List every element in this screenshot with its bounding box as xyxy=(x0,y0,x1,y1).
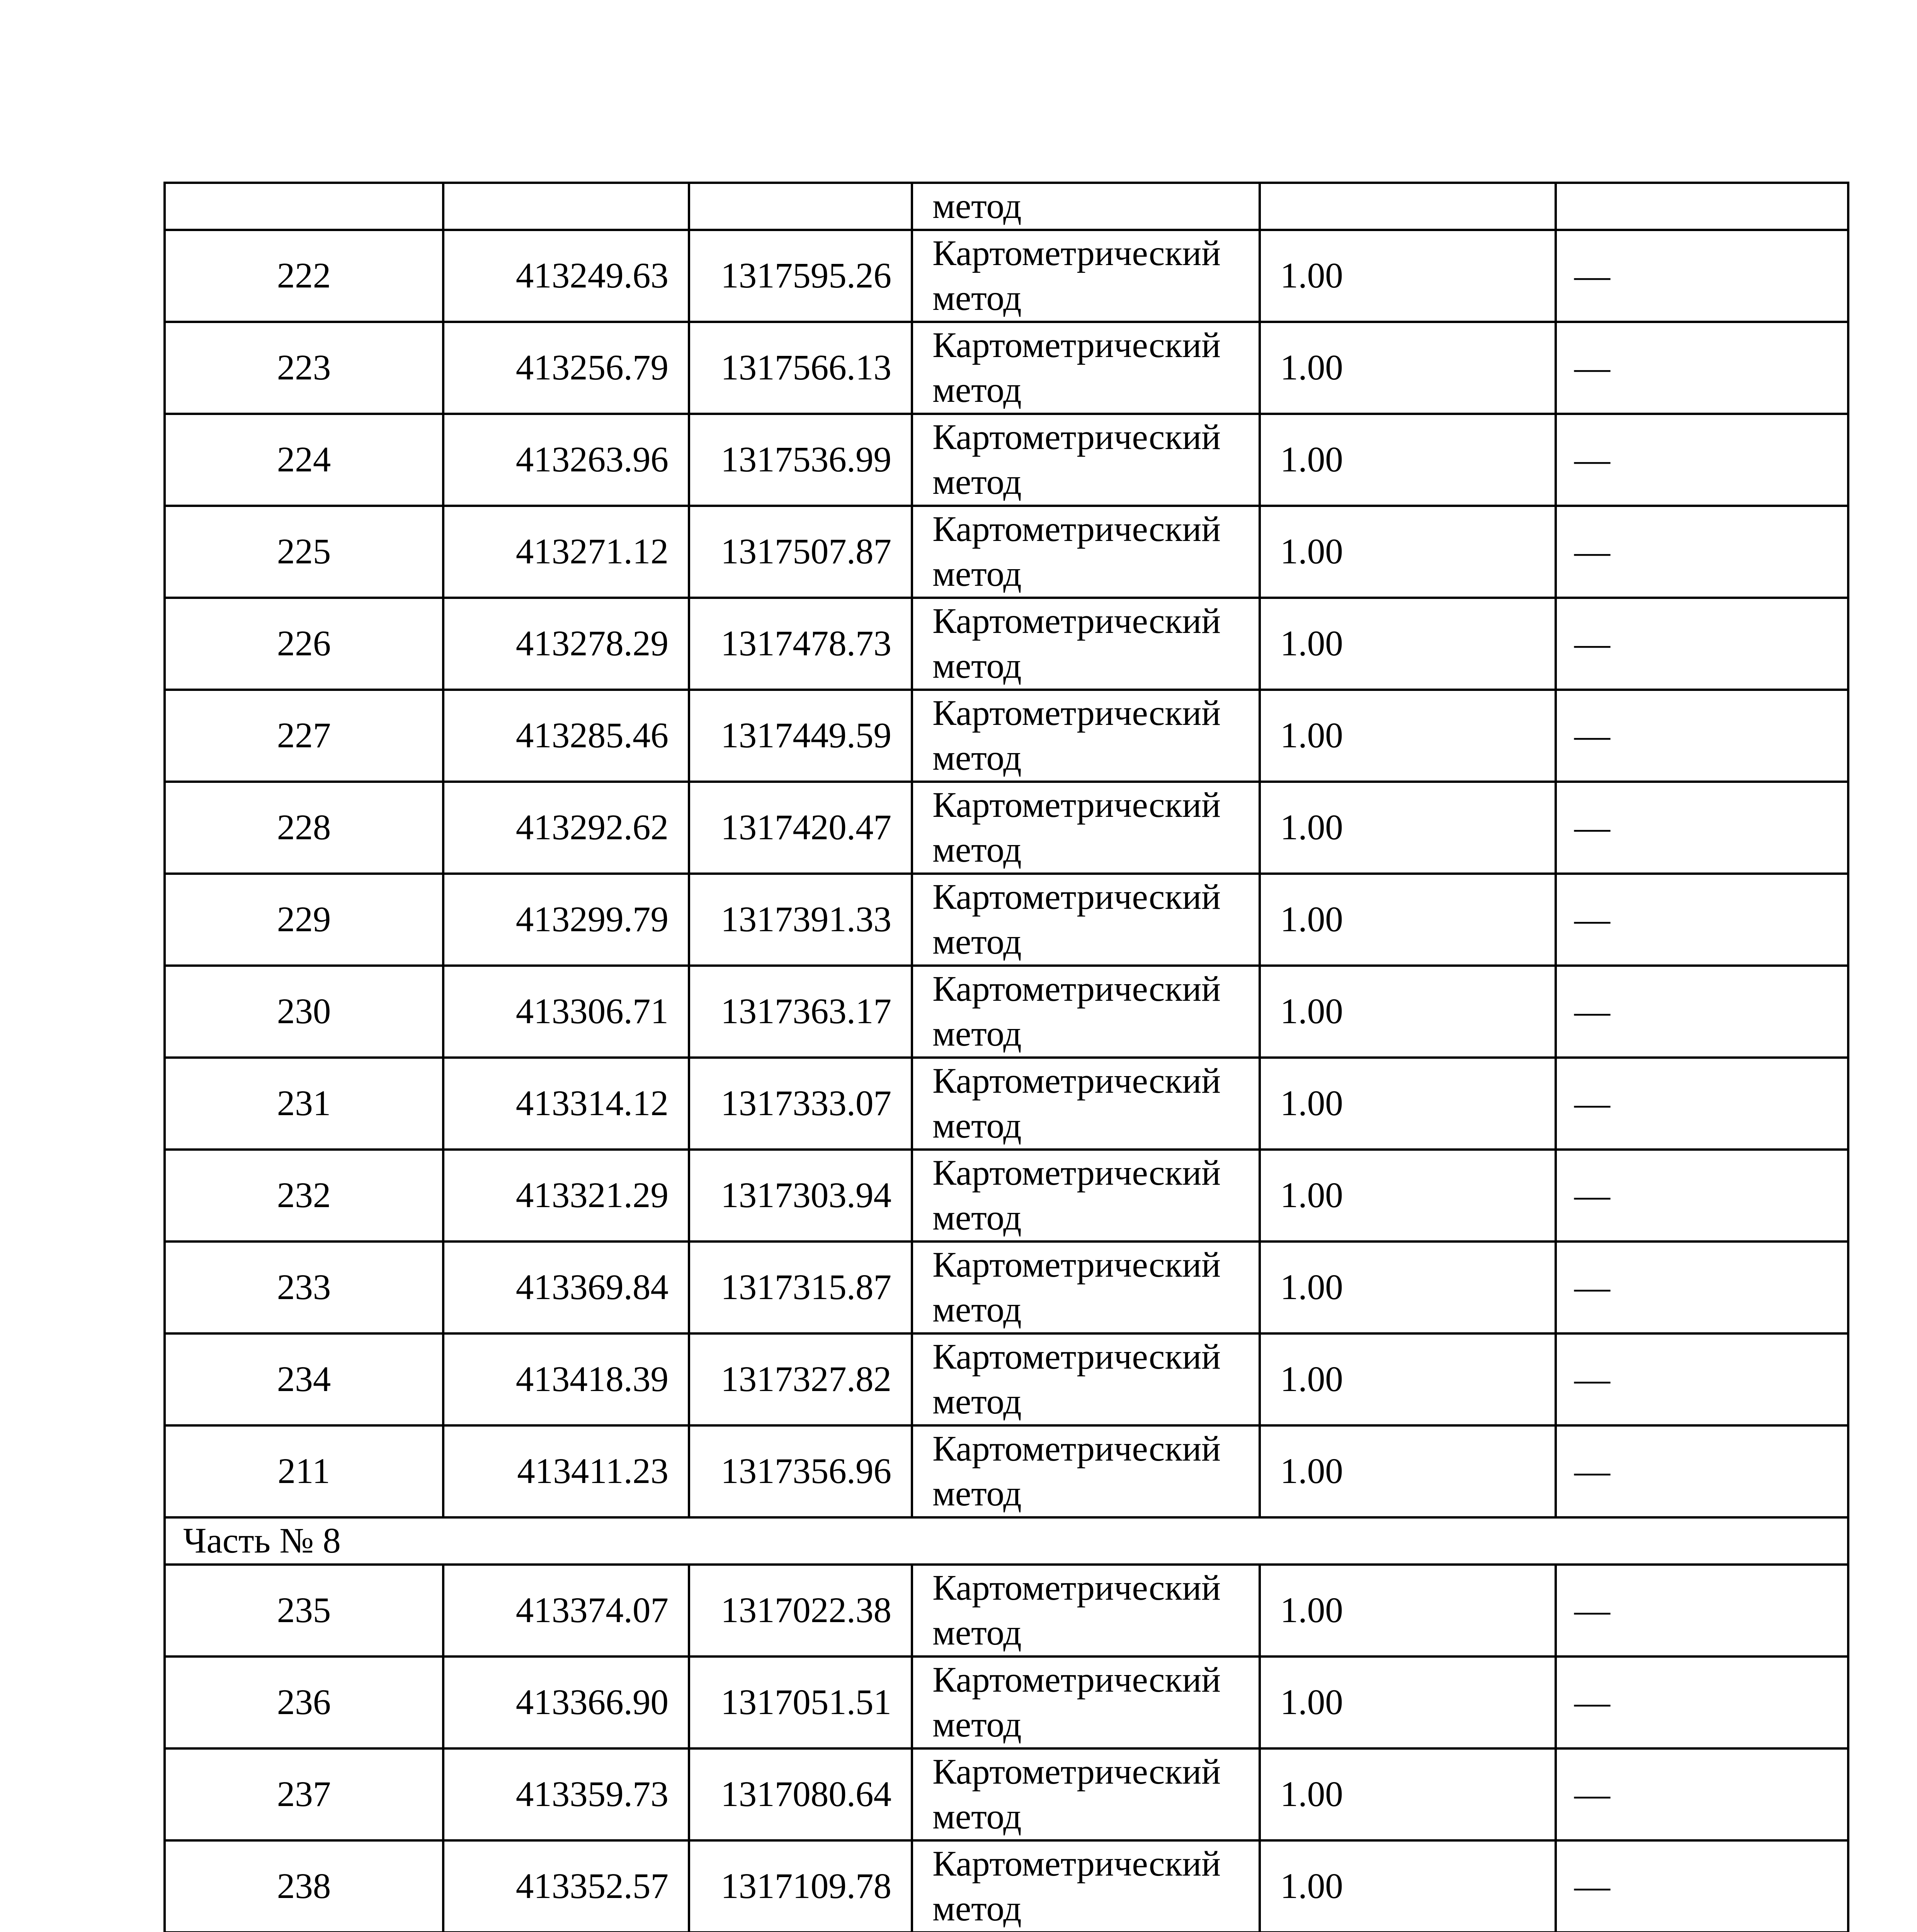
method-line-1: Картометрический xyxy=(932,509,1221,549)
point-number-cell: 231 xyxy=(165,1058,443,1150)
coord-y-cell: 1317022.38 xyxy=(689,1565,912,1656)
coord-y-cell: 1317303.94 xyxy=(689,1150,912,1242)
point-number-cell: 232 xyxy=(165,1150,443,1242)
coord-x-cell: 413321.29 xyxy=(443,1150,689,1242)
table-row xyxy=(165,1333,1848,1425)
table-row xyxy=(165,1425,1848,1517)
table-row-continuation xyxy=(165,183,1848,230)
note-cell: — xyxy=(1556,1840,1848,1932)
point-number-cell: 230 xyxy=(165,966,443,1058)
coord-x-cell: 413285.46 xyxy=(443,690,689,782)
coord-x-cell: 413418.39 xyxy=(443,1333,689,1425)
table-row xyxy=(165,230,1848,322)
coord-y-cell: 1317536.99 xyxy=(689,414,912,506)
coord-y-cell: 1317595.26 xyxy=(689,230,912,322)
accuracy-cell: 1.00 xyxy=(1260,874,1556,966)
method-cell xyxy=(912,782,1260,874)
table-cell xyxy=(1260,183,1556,230)
coord-x-cell: 413352.57 xyxy=(443,1840,689,1932)
method-cell xyxy=(912,598,1260,690)
point-number-cell: 223 xyxy=(165,322,443,414)
table-row xyxy=(165,966,1848,1058)
note-cell: — xyxy=(1556,966,1848,1058)
point-number-cell: 222 xyxy=(165,230,443,322)
method-text: метод xyxy=(932,186,1022,226)
table-row xyxy=(165,874,1848,966)
accuracy-cell: 1.00 xyxy=(1260,690,1556,782)
point-number-cell: 228 xyxy=(165,782,443,874)
note-cell: — xyxy=(1556,414,1848,506)
coord-y-cell: 1317449.59 xyxy=(689,690,912,782)
point-number-cell: 234 xyxy=(165,1333,443,1425)
point-number-cell: 235 xyxy=(165,1565,443,1656)
coord-y-cell: 1317315.87 xyxy=(689,1242,912,1333)
coord-x-cell: 413263.96 xyxy=(443,414,689,506)
method-line-2: метод xyxy=(932,922,1022,962)
coord-x-cell: 413256.79 xyxy=(443,322,689,414)
accuracy-cell: 1.00 xyxy=(1260,966,1556,1058)
coord-y-cell: 1317080.64 xyxy=(689,1748,912,1840)
method-line-1: Картометрический xyxy=(932,601,1221,641)
method-line-1: Картометрический xyxy=(932,877,1221,917)
accuracy-cell: 1.00 xyxy=(1260,1242,1556,1333)
coord-x-cell: 413411.23 xyxy=(443,1425,689,1517)
accuracy-cell: 1.00 xyxy=(1260,1333,1556,1425)
table-row xyxy=(165,1748,1848,1840)
table-row xyxy=(165,1565,1848,1656)
method-line-2: метод xyxy=(932,1613,1022,1653)
method-line-1: Картометрический xyxy=(932,1061,1221,1101)
method-line-1: Картометрический xyxy=(932,1752,1221,1792)
method-line-1: Картометрический xyxy=(932,1337,1221,1377)
coord-y-cell: 1317051.51 xyxy=(689,1656,912,1748)
accuracy-cell: 1.00 xyxy=(1260,230,1556,322)
method-line-1: Картометрический xyxy=(932,1660,1221,1700)
point-number-cell: 237 xyxy=(165,1748,443,1840)
point-number-cell: 224 xyxy=(165,414,443,506)
note-cell: — xyxy=(1556,1425,1848,1517)
note-cell: — xyxy=(1556,230,1848,322)
accuracy-cell: 1.00 xyxy=(1260,1058,1556,1150)
note-cell: — xyxy=(1556,1058,1848,1150)
table-row xyxy=(165,598,1848,690)
table-row xyxy=(165,1840,1848,1932)
part-label: Часть № 8 xyxy=(165,1517,1848,1565)
coordinates-table-body xyxy=(165,183,1848,1932)
method-line-1: Картометрический xyxy=(932,233,1221,273)
table-row xyxy=(165,1150,1848,1242)
method-line-2: метод xyxy=(932,278,1022,318)
table-cell xyxy=(165,183,443,230)
method-cell xyxy=(912,1425,1260,1517)
coord-y-cell: 1317109.78 xyxy=(689,1840,912,1932)
coord-x-cell: 413292.62 xyxy=(443,782,689,874)
method-line-2: метод xyxy=(932,1889,1022,1929)
coord-y-cell: 1317333.07 xyxy=(689,1058,912,1150)
method-cell xyxy=(912,1150,1260,1242)
method-line-2: метод xyxy=(932,1198,1022,1238)
method-cell xyxy=(912,1748,1260,1840)
method-line-1: Картометрический xyxy=(932,785,1221,825)
method-line-2: метод xyxy=(932,1014,1022,1054)
point-number-cell: 238 xyxy=(165,1840,443,1932)
note-cell: — xyxy=(1556,598,1848,690)
coord-x-cell: 413278.29 xyxy=(443,598,689,690)
method-cell xyxy=(912,966,1260,1058)
method-cell xyxy=(912,414,1260,506)
coord-y-cell: 1317566.13 xyxy=(689,322,912,414)
coord-x-cell: 413314.12 xyxy=(443,1058,689,1150)
coord-x-cell: 413366.90 xyxy=(443,1656,689,1748)
accuracy-cell: 1.00 xyxy=(1260,1840,1556,1932)
point-number-cell: 233 xyxy=(165,1242,443,1333)
method-line-2: метод xyxy=(932,646,1022,686)
method-line-2: метод xyxy=(932,830,1022,870)
coord-x-cell: 413359.73 xyxy=(443,1748,689,1840)
method-cell xyxy=(912,1656,1260,1748)
table-row xyxy=(165,414,1848,506)
coord-x-cell: 413299.79 xyxy=(443,874,689,966)
note-cell: — xyxy=(1556,506,1848,598)
table-row xyxy=(165,1058,1848,1150)
accuracy-cell: 1.00 xyxy=(1260,1656,1556,1748)
method-line-2: метод xyxy=(932,462,1022,502)
method-line-1: Картометрический xyxy=(932,325,1221,365)
note-cell: — xyxy=(1556,1748,1848,1840)
point-number-cell: 236 xyxy=(165,1656,443,1748)
table-cell xyxy=(443,183,689,230)
method-cell xyxy=(912,322,1260,414)
table-row xyxy=(165,506,1848,598)
table-row xyxy=(165,1656,1848,1748)
note-cell: — xyxy=(1556,1242,1848,1333)
method-line-1: Картометрический xyxy=(932,1568,1221,1608)
accuracy-cell: 1.00 xyxy=(1260,1150,1556,1242)
table-row xyxy=(165,782,1848,874)
coord-y-cell: 1317327.82 xyxy=(689,1333,912,1425)
method-cell xyxy=(912,690,1260,782)
accuracy-cell: 1.00 xyxy=(1260,1425,1556,1517)
method-line-1: Картометрический xyxy=(932,1844,1221,1884)
method-line-2: метод xyxy=(932,1290,1022,1330)
method-line-2: метод xyxy=(932,1705,1022,1745)
coord-x-cell: 413374.07 xyxy=(443,1565,689,1656)
method-line-2: метод xyxy=(932,554,1022,594)
note-cell: — xyxy=(1556,1656,1848,1748)
point-number-cell: 229 xyxy=(165,874,443,966)
note-cell: — xyxy=(1556,690,1848,782)
accuracy-cell: 1.00 xyxy=(1260,414,1556,506)
method-cell xyxy=(912,230,1260,322)
method-cell xyxy=(912,183,1260,230)
table-cell xyxy=(689,183,912,230)
note-cell: — xyxy=(1556,1333,1848,1425)
accuracy-cell: 1.00 xyxy=(1260,598,1556,690)
method-cell xyxy=(912,1242,1260,1333)
accuracy-cell: 1.00 xyxy=(1260,1565,1556,1656)
method-cell xyxy=(912,874,1260,966)
coord-y-cell: 1317507.87 xyxy=(689,506,912,598)
table-cell xyxy=(1556,183,1848,230)
table-row xyxy=(165,690,1848,782)
method-line-2: метод xyxy=(932,370,1022,410)
coord-x-cell: 413271.12 xyxy=(443,506,689,598)
method-line-2: метод xyxy=(932,1382,1022,1422)
note-cell: — xyxy=(1556,1565,1848,1656)
point-number-cell: 211 xyxy=(165,1425,443,1517)
accuracy-cell: 1.00 xyxy=(1260,322,1556,414)
coord-y-cell: 1317420.47 xyxy=(689,782,912,874)
coordinates-table xyxy=(163,182,1849,1932)
method-line-2: метод xyxy=(932,1474,1022,1514)
method-cell xyxy=(912,1333,1260,1425)
coord-y-cell: 1317356.96 xyxy=(689,1425,912,1517)
note-cell: — xyxy=(1556,322,1848,414)
method-cell xyxy=(912,1565,1260,1656)
method-line-1: Картометрический xyxy=(932,1153,1221,1193)
part-header-row xyxy=(165,1517,1848,1565)
point-number-cell: 226 xyxy=(165,598,443,690)
note-cell: — xyxy=(1556,1150,1848,1242)
accuracy-cell: 1.00 xyxy=(1260,782,1556,874)
method-line-1: Картометрический xyxy=(932,1245,1221,1285)
accuracy-cell: 1.00 xyxy=(1260,506,1556,598)
coord-x-cell: 413369.84 xyxy=(443,1242,689,1333)
method-line-1: Картометрический xyxy=(932,417,1221,457)
note-cell: — xyxy=(1556,874,1848,966)
table-row xyxy=(165,1242,1848,1333)
coord-y-cell: 1317363.17 xyxy=(689,966,912,1058)
method-line-2: метод xyxy=(932,1106,1022,1146)
coord-y-cell: 1317391.33 xyxy=(689,874,912,966)
table-row xyxy=(165,322,1848,414)
method-cell xyxy=(912,1058,1260,1150)
coord-y-cell: 1317478.73 xyxy=(689,598,912,690)
coord-x-cell: 413249.63 xyxy=(443,230,689,322)
coord-x-cell: 413306.71 xyxy=(443,966,689,1058)
accuracy-cell: 1.00 xyxy=(1260,1748,1556,1840)
method-line-2: метод xyxy=(932,738,1022,778)
method-line-1: Картометрический xyxy=(932,969,1221,1009)
method-line-1: Картометрический xyxy=(932,1429,1221,1469)
note-cell: — xyxy=(1556,782,1848,874)
point-number-cell: 225 xyxy=(165,506,443,598)
method-line-1: Картометрический xyxy=(932,693,1221,733)
point-number-cell: 227 xyxy=(165,690,443,782)
method-cell xyxy=(912,506,1260,598)
method-line-2: метод xyxy=(932,1797,1022,1837)
method-cell xyxy=(912,1840,1260,1932)
